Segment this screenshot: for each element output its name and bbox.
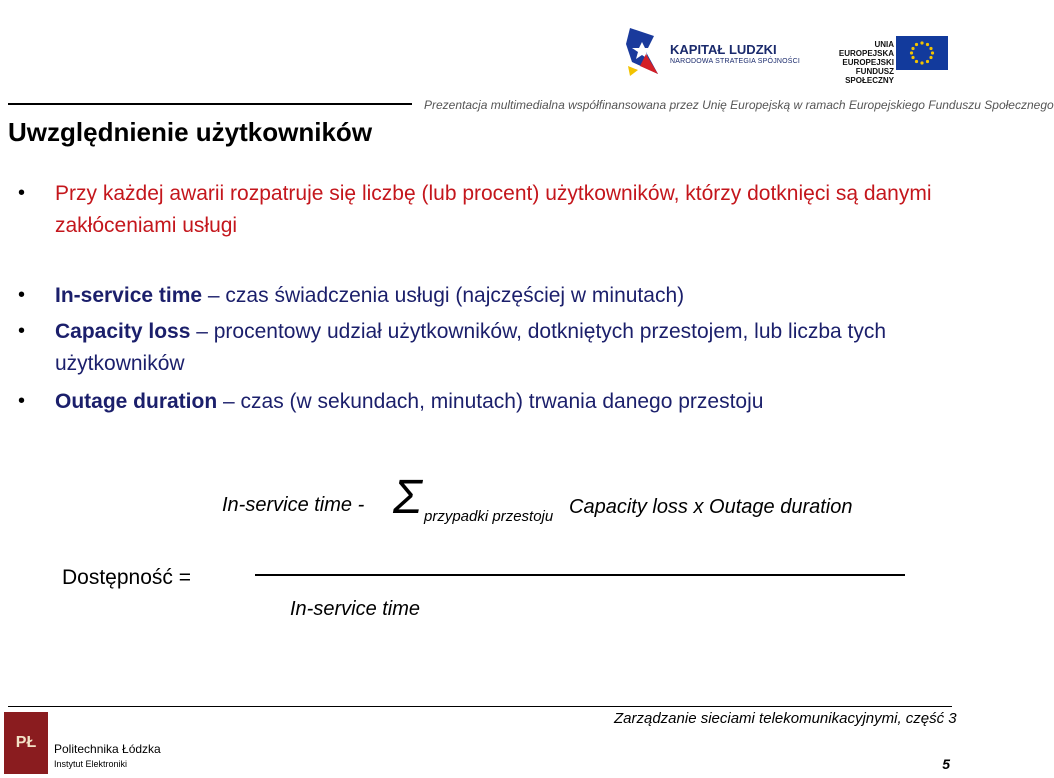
definition-bullet xyxy=(55,280,945,312)
intro-bullet: Przy każdej awarii rozpatruje się liczbę (lub procent) użytkowników, którzy dotknięci są danymi zakłóceniami usługi xyxy=(55,182,932,237)
eu-logo-line-2: EUROPEJSKI xyxy=(842,58,894,67)
sigma-symbol: Σ xyxy=(393,471,422,524)
bullet-icon: • xyxy=(18,390,26,412)
kapital-ludzki-title: KAPITAŁ LUDZKI xyxy=(670,42,777,57)
definition-bullet xyxy=(55,386,945,418)
definition-text: – czas (w sekundach, minutach) trwania danego przestoju xyxy=(217,390,764,413)
eu-logo-line-3: FUNDUSZ SPOŁECZNY xyxy=(845,67,894,85)
formula-lhs: Dostępność = xyxy=(62,566,191,589)
eu-logo-line-1: UNIA EUROPEJSKA xyxy=(838,40,894,58)
header-divider xyxy=(8,103,412,105)
course-title: Zarządzanie sieciami telekomunikacyjnymi, część 3 xyxy=(614,710,957,727)
definition-text: – czas świadczenia usługi (najczęściej w minutach) xyxy=(202,284,685,307)
header-caption: Prezentacja multimedialna współfinansowana przez Unię Europejską w ramach Europejskiego Funduszu Społecznego xyxy=(424,98,1054,112)
kapital-ludzki-star-icon xyxy=(624,26,664,78)
definition-bullet xyxy=(55,316,945,380)
formula-denominator: In-service time xyxy=(290,598,421,620)
definition-term: In-service time xyxy=(55,284,203,307)
crest-icon: PŁ xyxy=(4,712,48,774)
formula-numerator-suffix: Capacity loss x Outage duration xyxy=(569,496,853,518)
eu-flag-icon xyxy=(896,36,948,70)
eu-logo-text xyxy=(820,40,894,85)
bullet-icon: • xyxy=(18,284,26,306)
institute-name: Instytut Elektroniki xyxy=(54,759,128,769)
definition-text: – procentowy udział użytkowników, dotkniętych przestojem, lub liczba tych użytkowników xyxy=(55,320,887,375)
politechnika-logo xyxy=(4,712,161,774)
definition-term: Capacity loss xyxy=(55,320,191,343)
bullet-icon: • xyxy=(18,320,26,342)
kapital-ludzki-logo xyxy=(624,22,814,82)
bullet-icon: • xyxy=(18,182,26,204)
definition-term: Outage duration xyxy=(55,390,218,413)
kapital-ludzki-subtitle: NARODOWA STRATEGIA SPÓJNOŚCI xyxy=(670,58,801,65)
footer-divider xyxy=(8,706,952,707)
formula-numerator-prefix: In-service time - xyxy=(222,494,365,516)
institution-name: Politechnika Łódzka xyxy=(54,742,161,756)
sigma-subscript: przypadki przestoju xyxy=(424,508,554,525)
slide-title: Uwzględnienie użytkowników xyxy=(8,117,373,147)
fraction-bar xyxy=(255,574,905,576)
page-number: 5 xyxy=(942,756,950,772)
